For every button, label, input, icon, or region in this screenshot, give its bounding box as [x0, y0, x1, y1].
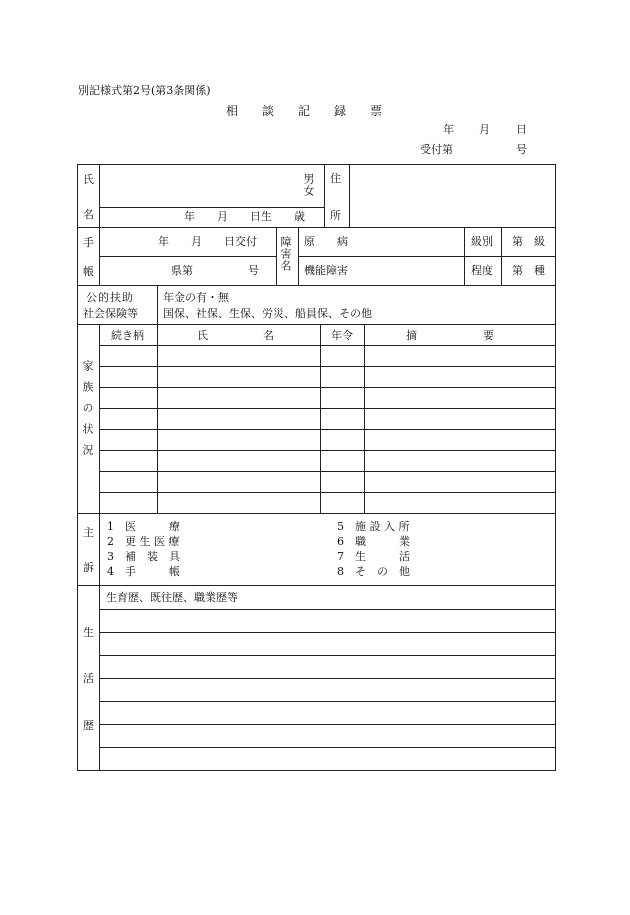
family-status-label: 家族の状況 — [81, 360, 94, 465]
history-label-2: 活 — [83, 672, 94, 685]
handbook-issue-date: 年 月 日交付 — [158, 235, 257, 248]
pension-field: 年金の有・無 — [163, 291, 229, 304]
history-label-1: 生 — [83, 626, 94, 639]
address-label-bottom: 所 — [330, 209, 341, 222]
handbook-label-top: 手 — [83, 236, 94, 249]
date-day-label: 日 — [516, 123, 527, 136]
complaint-item: 7 生 活 — [337, 550, 410, 563]
sex-choice: 男女 — [302, 173, 315, 197]
cause-label: 原 病 — [304, 235, 348, 248]
name-label-top: 氏 — [83, 173, 94, 186]
name-label-bottom: 名 — [83, 208, 94, 221]
receipt-prefix: 受付第 — [420, 143, 453, 156]
date-year-label: 年 — [443, 123, 454, 136]
complaint-item: 5 施 設 入 所 — [337, 520, 410, 533]
history-header: 生育歴、既往歴、職業歴等 — [106, 591, 238, 604]
address-label-top: 住 — [330, 172, 341, 185]
family-header-age: 年令 — [331, 329, 353, 342]
social-insurance-label: 社会保険等 — [83, 307, 138, 320]
degree-value: 第 種 — [512, 264, 545, 277]
degree-label: 程度 — [471, 264, 493, 277]
complaint-label-bottom: 訴 — [83, 561, 94, 574]
family-header-name: 氏 名 — [197, 329, 274, 342]
handbook-label-bottom: 帳 — [83, 265, 94, 278]
receipt-suffix: 号 — [516, 143, 527, 156]
complaint-item: 3 補 装 具 — [107, 550, 180, 563]
form-number-label: 別記様式第2号(第3条関係) — [78, 84, 211, 97]
complaint-item: 4 手 帳 — [107, 565, 180, 578]
complaint-label-top: 主 — [83, 526, 94, 539]
public-assistance-label: 公的扶助 — [86, 291, 134, 304]
insurance-type-field: 国保、社保、生保、労災、船員保、その他 — [163, 307, 372, 320]
complaint-item: 2 更 生 医 療 — [107, 535, 180, 548]
complaint-item: 1 医 療 — [107, 520, 180, 533]
date-month-label: 月 — [479, 123, 490, 136]
birth-date-field: 年 月 日生 歳 — [184, 210, 305, 223]
function-disorder-label: 機能障害 — [304, 264, 348, 277]
disability-name-label: 障害名 — [279, 236, 292, 272]
grade-value: 第 級 — [512, 235, 545, 248]
grade-label: 級別 — [471, 235, 493, 248]
complaint-item: 8 そ の 他 — [337, 565, 410, 578]
family-header-notes: 摘 要 — [406, 329, 494, 342]
form-title: 相 談 記 録 票 — [226, 104, 383, 118]
history-label-3: 歴 — [83, 719, 94, 732]
handbook-prefecture-number: 県第 号 — [171, 264, 259, 277]
complaint-item: 6 職 業 — [337, 535, 410, 548]
family-header-relation: 続き柄 — [111, 329, 144, 342]
